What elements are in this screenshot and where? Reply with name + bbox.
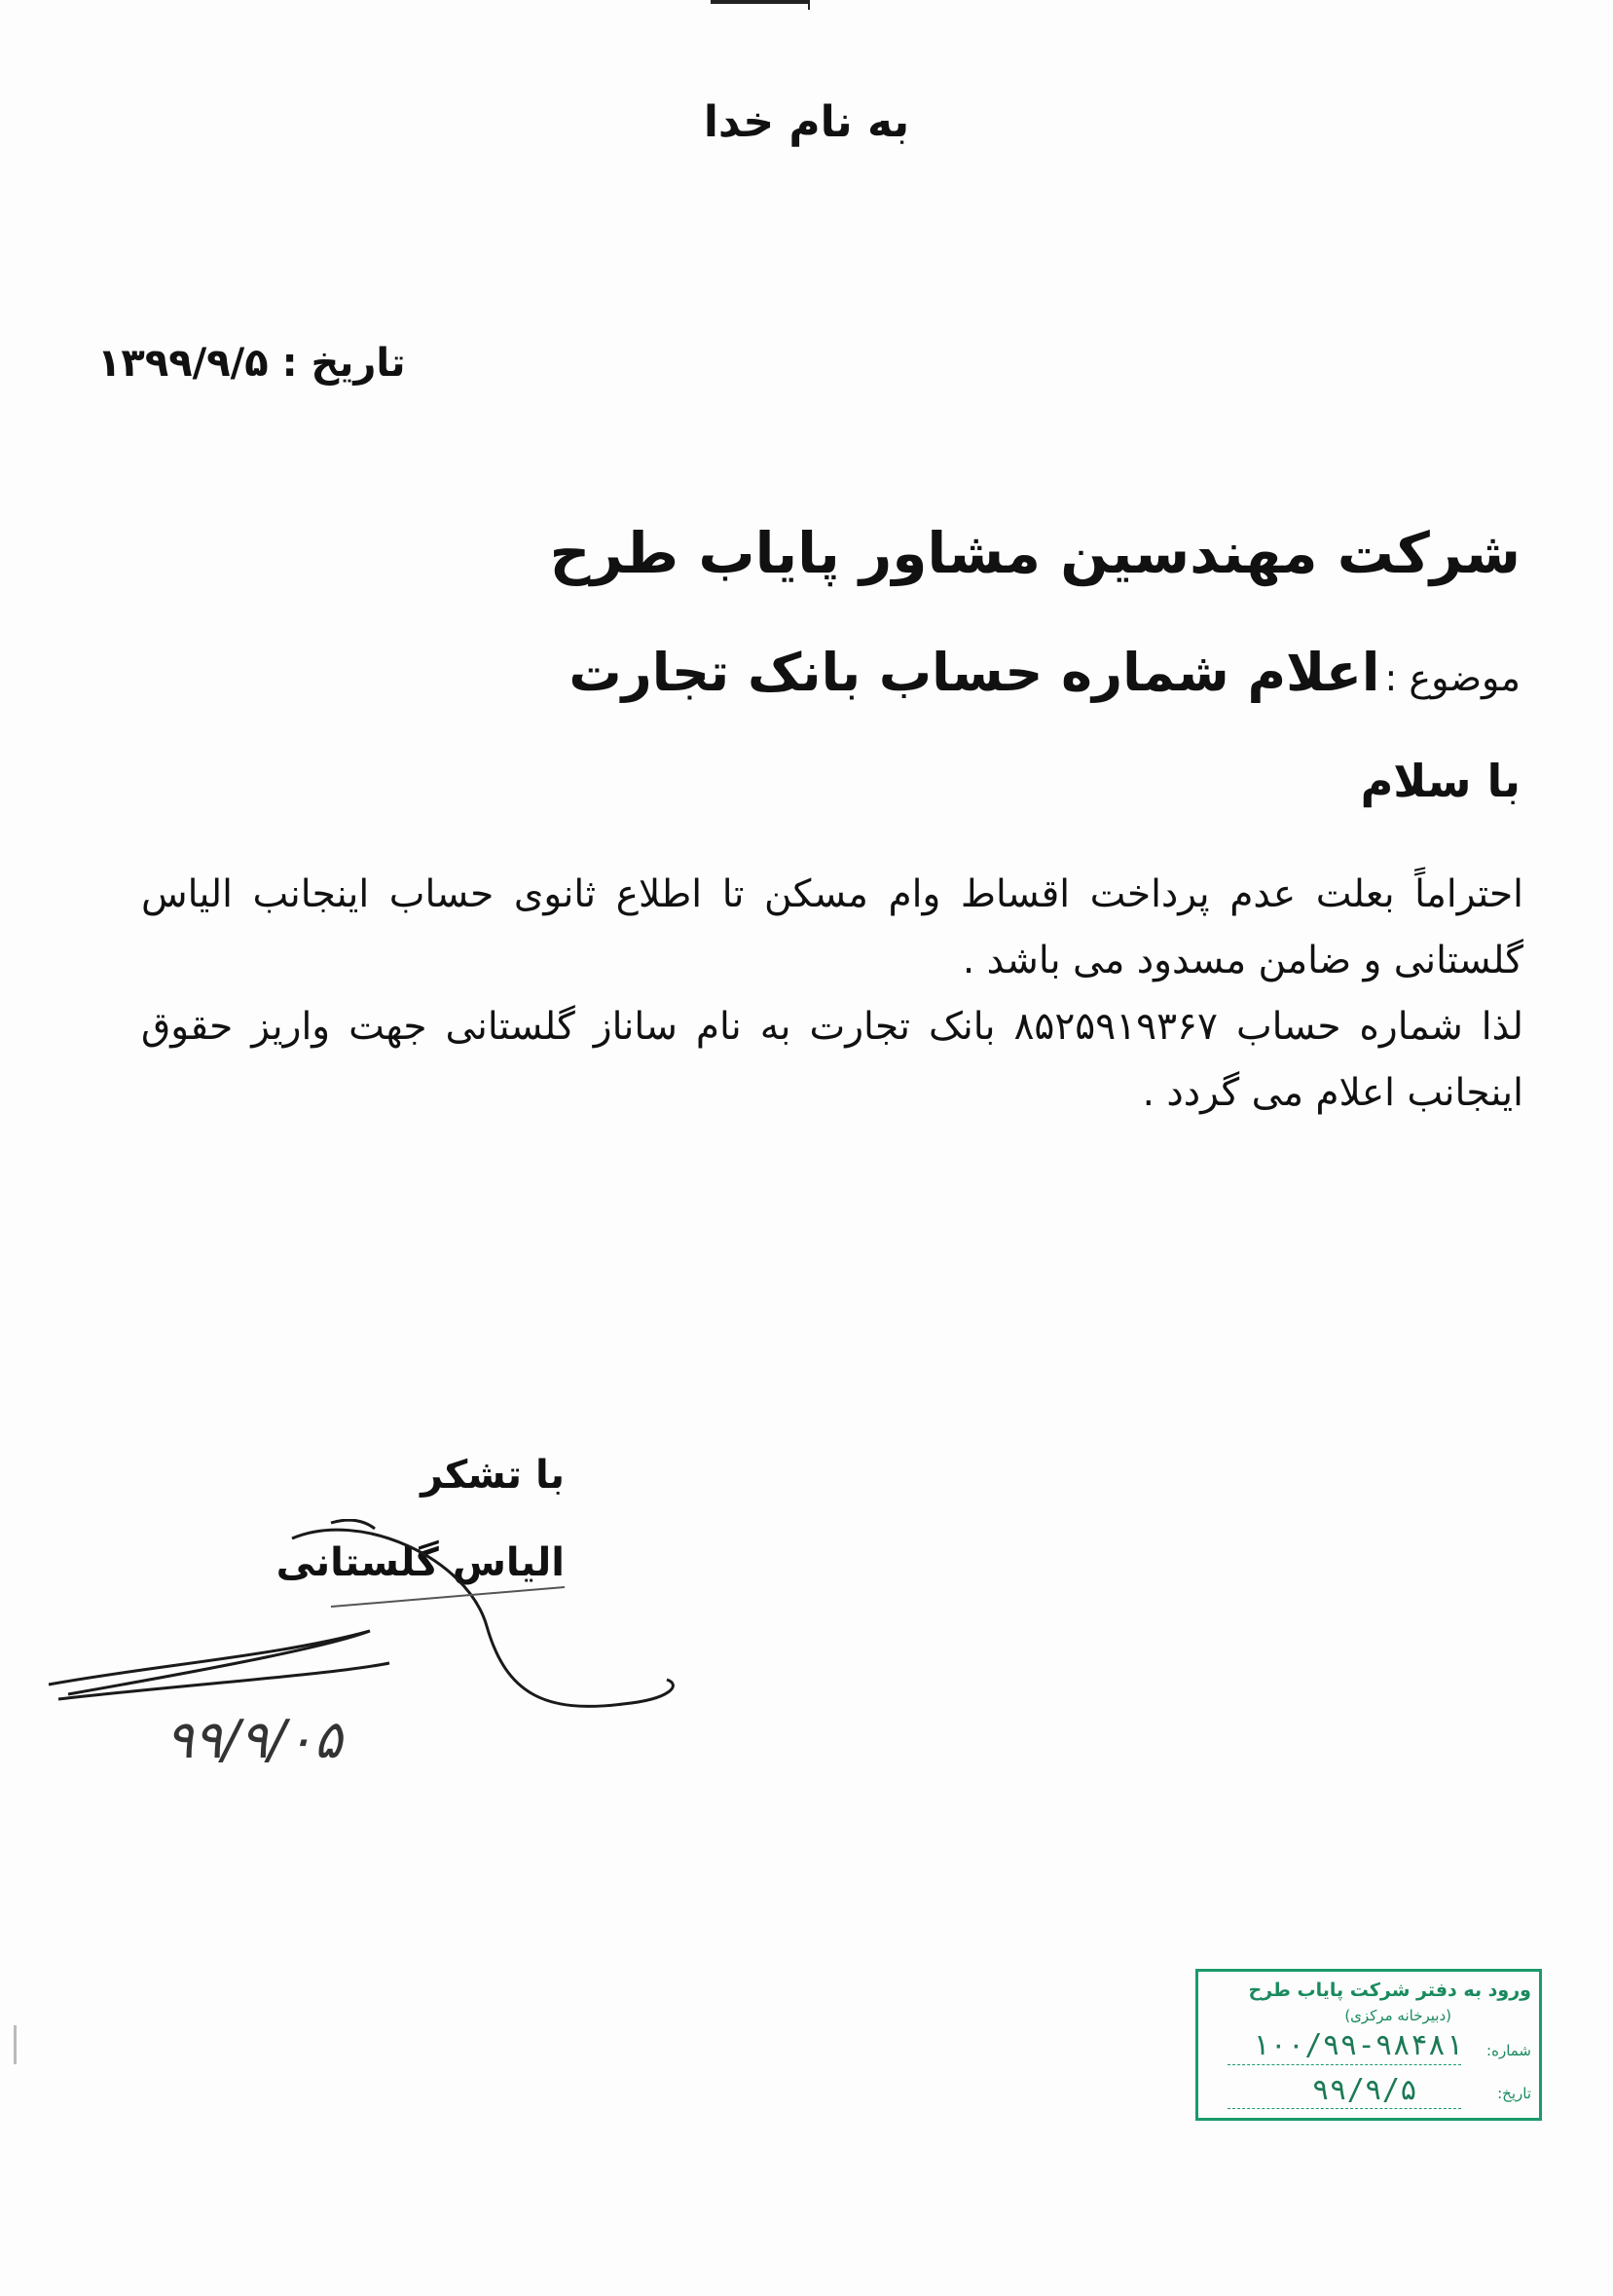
signature-stroke — [49, 1631, 389, 1699]
stamp-number-line — [1228, 2064, 1461, 2065]
closing-text: با تشکر — [421, 1453, 565, 1498]
greeting: با سلام — [1360, 755, 1521, 807]
signature-underline — [331, 1587, 565, 1607]
handwritten-signature — [39, 1519, 837, 1772]
signature-loop — [292, 1530, 673, 1706]
body-paragraph-1: احتراماً بعلت عدم پرداخت اقساط وام مسکن تا اطلاع ثانوی حساب اینجانب الیاس گلستانی و ضامن مسدود می باشد . — [141, 872, 1523, 982]
letter-body — [141, 862, 1523, 1127]
body-paragraph-2: لذا شماره حساب ۸۵۲۵۹۱۹۳۶۷ بانک تجارت به نام ساناز گلستانی جهت واریز حقوق اینجانب اعلام می گردد . — [141, 1005, 1523, 1115]
stamp-number-value: ۱۰۰/۹۹-۹۸۴۸۱ — [1252, 2028, 1463, 2062]
scan-edge-mark — [711, 0, 808, 4]
scan-speck — [14, 2025, 17, 2064]
scan-edge-tick — [808, 0, 810, 10]
basmala-heading: به نام خدا — [703, 97, 910, 147]
letter-date: تاریخ : ۱۳۹۹/۹/۵ — [97, 341, 406, 386]
stamp-number-label: شماره: — [1486, 2042, 1531, 2059]
stamp-date-value: ۹۹/۹/۵ — [1311, 2073, 1417, 2107]
subject-line — [352, 638, 1521, 721]
stamp-title: ورود به دفتر شرکت پایاب طرح — [1248, 1980, 1531, 2001]
stamp-date-label: تاریخ: — [1497, 2085, 1531, 2102]
subject-label: موضوع : — [1384, 656, 1521, 699]
handwritten-date: ۹۹/۹/۰۵ — [165, 1709, 343, 1770]
stamp-date-line — [1228, 2108, 1461, 2109]
stamp-subtitle: (دبیرخانه مرکزی) — [1344, 2007, 1451, 2024]
signature-tick — [331, 1520, 375, 1529]
subject-text: اعلام شماره حساب بانک تجارت — [568, 642, 1380, 703]
signer-name: الیاس گلستانی — [275, 1540, 565, 1585]
secretariat-stamp — [1195, 1969, 1542, 2121]
recipient-company: شرکت مهندسین مشاور پایاب طرح — [549, 520, 1521, 586]
